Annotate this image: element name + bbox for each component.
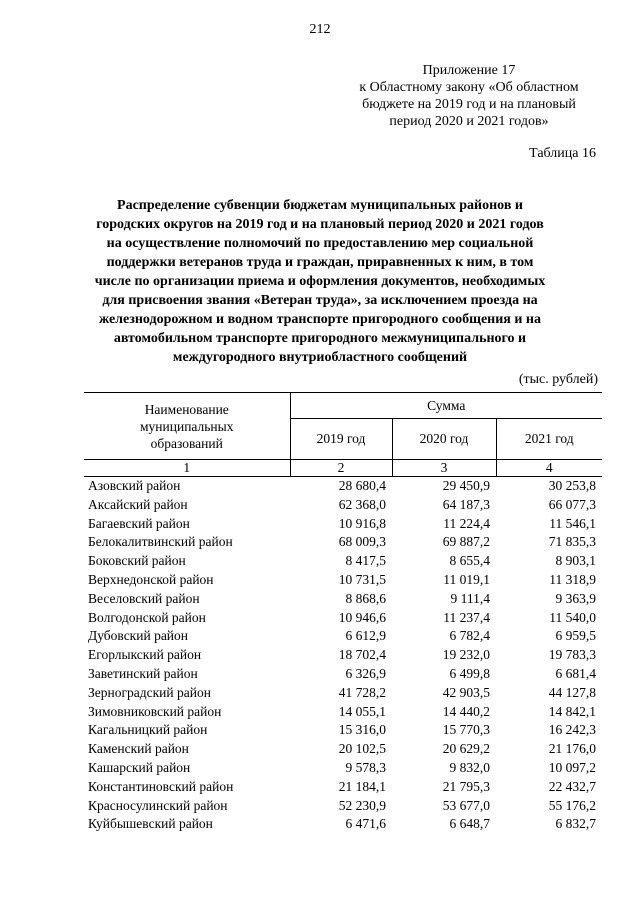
table-row	[84, 778, 602, 797]
table-row	[84, 665, 602, 684]
header-municipality	[84, 393, 290, 460]
municipality-name: Константиновский район	[88, 778, 234, 794]
municipality-name: Красносулинский район	[88, 797, 228, 813]
title-line: Распределение субвенции бюджетам муниципальных районов и	[117, 198, 523, 213]
title-line: междугородного внутриобластного сообщений	[172, 350, 468, 365]
value-2019: 28 680,4	[338, 478, 386, 493]
value-2019: 6 471,6	[345, 816, 386, 832]
page-number: 212	[309, 22, 331, 37]
value-2021: 66 077,3	[548, 496, 597, 512]
value-2021: 14 842,1	[548, 703, 597, 719]
title-line: поддержки ветеранов труда и граждан, приравненных к ним, в том	[106, 255, 534, 270]
value-2019: 10 731,5	[338, 571, 386, 587]
appendix-note	[338, 62, 600, 130]
value-2021: 11 546,1	[549, 515, 597, 531]
value-2019: 10 946,6	[338, 609, 386, 625]
municipality-name: Верхнедонской район	[88, 571, 214, 587]
municipality-name: Боковский район	[88, 553, 186, 569]
value-2020: 8 655,4	[449, 553, 490, 569]
header-year-2021: 2021 год	[496, 419, 602, 460]
value-2020: 29 450,9	[442, 478, 490, 493]
value-2019: 8 868,6	[345, 590, 386, 606]
appendix-line: бюджете на 2019 год и на плановый	[362, 97, 576, 112]
value-2019: 10 916,8	[338, 515, 386, 531]
value-2021: 6 959,5	[555, 628, 597, 644]
municipality-name: Кашарский район	[88, 759, 191, 775]
value-2020: 9 111,4	[450, 590, 490, 606]
value-2021: 22 432,7	[548, 778, 597, 794]
units-label: (тыс. рублей)	[518, 372, 598, 387]
value-2020: 64 187,3	[442, 496, 490, 512]
table-row	[84, 703, 602, 722]
table-row	[84, 815, 602, 834]
value-2019: 21 184,1	[338, 778, 386, 794]
municipality-name: Зерноградский район	[88, 684, 211, 700]
column-number: 4	[496, 460, 602, 477]
municipality-name: Куйбышевский район	[88, 816, 213, 832]
table-row	[84, 533, 602, 552]
value-2020: 42 903,5	[442, 684, 490, 700]
subvention-table	[84, 392, 602, 834]
value-2019: 8 417,5	[345, 553, 386, 569]
value-2020: 69 887,2	[442, 534, 490, 550]
value-2021: 6 832,7	[555, 816, 597, 832]
header-sum: Сумма	[290, 393, 602, 419]
table-row	[84, 552, 602, 571]
table-row	[84, 627, 602, 646]
value-2021: 16 242,3	[548, 722, 597, 738]
value-2020: 21 795,3	[442, 778, 490, 794]
document-title	[60, 196, 580, 367]
value-2021: 55 176,2	[548, 797, 597, 813]
municipality-name: Кагальницкий район	[88, 722, 208, 738]
municipality-name: Белокалитвинский район	[88, 534, 233, 550]
header-year-2020: 2020 год	[392, 419, 496, 460]
value-2019: 6 326,9	[345, 665, 386, 681]
column-number: 1	[84, 460, 290, 477]
header-year-2019: 2019 год	[290, 419, 392, 460]
value-2019: 52 230,9	[338, 797, 386, 813]
title-line: железнодорожном и водном транспорте пригородного сообщения и на	[98, 312, 542, 327]
table-row	[84, 646, 602, 665]
value-2020: 19 232,0	[442, 647, 490, 663]
table-row	[84, 797, 602, 816]
value-2021: 11 540,0	[549, 609, 597, 625]
table-row	[84, 684, 602, 703]
value-2021: 19 783,3	[548, 647, 597, 663]
value-2021: 11 318,9	[549, 571, 597, 587]
value-2019: 41 728,2	[338, 684, 386, 700]
table-row	[84, 496, 602, 515]
value-2020: 9 832,0	[449, 759, 490, 775]
column-number: 2	[290, 460, 392, 477]
column-number-row	[84, 460, 602, 477]
value-2020: 6 499,8	[449, 665, 490, 681]
appendix-line: к Областному закону «Об областном	[359, 80, 579, 95]
value-2019: 68 009,3	[338, 534, 386, 550]
title-line: городских округов на 2019 год и на плановый период 2020 и 2021 годов	[96, 217, 544, 232]
municipality-name: Зимовниковский район	[88, 703, 222, 719]
title-line: числе по организации приема и оформления документов, необходимых	[94, 274, 546, 289]
value-2021: 10 097,2	[548, 759, 597, 775]
value-2019: 9 578,3	[345, 759, 386, 775]
value-2020: 20 629,2	[442, 741, 490, 757]
table-row	[84, 759, 602, 778]
title-line: на осуществление полномочий по предоставлению мер социальной	[106, 236, 534, 251]
municipality-name: Багаевский район	[88, 515, 190, 531]
table-row	[84, 721, 602, 740]
value-2020: 11 019,1	[443, 571, 490, 587]
municipality-name: Егорлыкский район	[88, 647, 202, 663]
value-2020: 15 770,3	[442, 722, 490, 738]
value-2021: 71 835,3	[548, 534, 597, 550]
value-2019: 62 368,0	[338, 496, 386, 512]
municipality-name: Волгодонской район	[88, 609, 206, 625]
title-line: для присвоения звания «Ветеран труда», за исключением проезда на	[102, 293, 538, 308]
table-row	[84, 571, 602, 590]
header-name-line: образований	[150, 435, 223, 451]
value-2020: 11 224,4	[443, 515, 490, 531]
value-2021: 9 363,9	[555, 590, 597, 606]
table-number: Таблица 16	[529, 146, 596, 161]
table-row	[84, 515, 602, 534]
value-2021: 30 253,8	[548, 478, 597, 493]
value-2020: 53 677,0	[442, 797, 490, 813]
value-2020: 14 440,2	[442, 703, 490, 719]
table-row	[84, 609, 602, 628]
table-row	[84, 740, 602, 759]
value-2019: 20 102,5	[338, 741, 386, 757]
value-2021: 6 681,4	[555, 665, 597, 681]
value-2021: 21 176,0	[548, 741, 597, 757]
municipality-name: Заветинский район	[88, 665, 198, 681]
municipality-name: Дубовский район	[88, 628, 189, 644]
value-2020: 11 237,4	[443, 609, 490, 625]
municipality-name: Азовский район	[88, 478, 181, 493]
table-row	[84, 590, 602, 609]
table-row	[84, 477, 602, 496]
value-2020: 6 648,7	[449, 816, 490, 832]
value-2019: 14 055,1	[338, 703, 386, 719]
column-number: 3	[392, 460, 496, 477]
municipality-name: Аксайский район	[88, 496, 188, 512]
appendix-line: период 2020 и 2021 годов»	[389, 114, 549, 129]
value-2021: 8 903,1	[555, 553, 597, 569]
title-line: автомобильном транспорте пригородного межмуниципального и	[113, 331, 527, 346]
municipality-name: Веселовский район	[88, 590, 200, 606]
header-name-line: муниципальных	[140, 418, 234, 434]
value-2019: 18 702,4	[338, 647, 386, 663]
appendix-line: Приложение 17	[422, 63, 516, 78]
value-2019: 15 316,0	[338, 722, 386, 738]
value-2021: 44 127,8	[548, 684, 597, 700]
value-2020: 6 782,4	[449, 628, 490, 644]
value-2019: 6 612,9	[345, 628, 386, 644]
header-name-line: Наименование	[144, 401, 229, 417]
municipality-name: Каменский район	[88, 741, 189, 757]
